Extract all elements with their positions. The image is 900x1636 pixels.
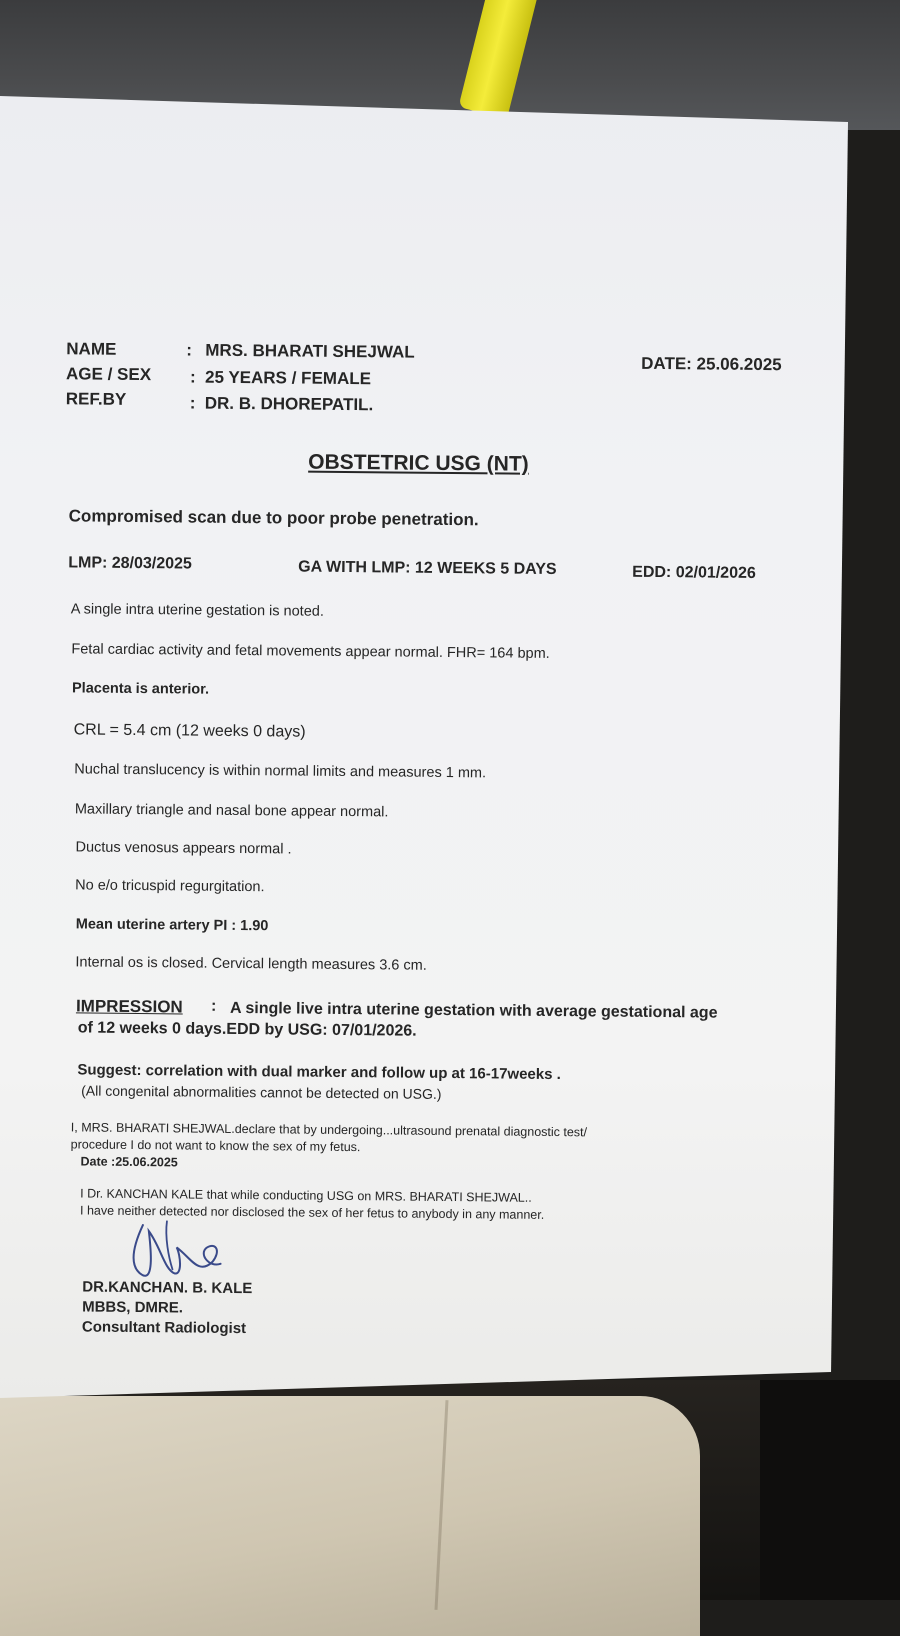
finding-tricuspid: No e/o tricuspid regurgitation. — [75, 877, 265, 896]
impression-label: IMPRESSION — [75, 996, 183, 1017]
finding-uterine-artery-pi: Mean uterine artery PI : 1.90 — [75, 916, 269, 935]
patient-declaration-line-1: I, MRS. BHARATI SHEJWAL.declare that by undergoing...ultrasound prenatal diagnostic test/ — [70, 1120, 588, 1140]
doctor-signature — [120, 1217, 231, 1288]
suggestion: Suggest: correlation with dual marker and follow up at 16-17weeks . — [77, 1061, 561, 1084]
impression-line-2: of 12 weeks 0 days.EDD by USG: 07/01/2026. — [77, 1019, 417, 1040]
patient-name: MRS. BHARATI SHEJWAL — [205, 340, 415, 362]
declaration-date: Date :25.06.2025 — [80, 1154, 178, 1170]
edd-lmp: EDD: 02/01/2026 — [632, 563, 756, 582]
finding-crl: CRL = 5.4 cm (12 weeks 0 days) — [73, 721, 306, 741]
report-title: OBSTETRIC USG (NT) — [308, 450, 529, 476]
finding-nuchal-translucency: Nuchal translucency is within normal limits and measures 1 mm. — [74, 761, 487, 782]
referring-doctor: DR. B. DHOREPATIL. — [204, 393, 374, 415]
impression-colon: : — [210, 997, 217, 1015]
finding-placenta: Placenta is anterior. — [71, 680, 210, 698]
suggestion-note: (All congenital abnormalities cannot be detected on USG.) — [81, 1082, 442, 1102]
impression-line-1: A single live intra uterine gestation with average gestational age — [229, 999, 718, 1022]
finding-nasal-bone: Maxillary triangle and nasal bone appear normal. — [74, 801, 389, 821]
ref-by-label: REF.BY — [65, 389, 127, 409]
doctor-name: DR.KANCHAN. B. KALE — [82, 1278, 253, 1298]
name-separator: : — [186, 340, 193, 360]
doctor-declaration-line-1: I Dr. KANCHAN KALE that while conducting USG on MRS. BHARATI SHEJWAL.. — [80, 1186, 532, 1205]
lmp: LMP: 28/03/2025 — [68, 554, 192, 573]
patient-declaration-line-2: procedure I do not want to know the sex of my fetus. — [70, 1137, 361, 1155]
age-sex-label: AGE / SEX — [65, 364, 152, 385]
patient-age-sex: 25 YEARS / FEMALE — [204, 367, 372, 389]
finding-ductus-venosus: Ductus venosus appears normal . — [75, 839, 292, 858]
ref-by-separator: : — [189, 393, 196, 413]
finding-cardiac-activity: Fetal cardiac activity and fetal movements appear normal. FHR= 164 bpm. — [71, 641, 550, 662]
finding-cervical-length: Internal os is closed. Cervical length measures 3.6 cm. — [75, 954, 427, 974]
doctor-title: Consultant Radiologist — [81, 1318, 247, 1338]
age-sex-separator: : — [189, 367, 196, 387]
gestational-age-lmp: GA WITH LMP: 12 WEEKS 5 DAYS — [298, 558, 557, 579]
doctor-declaration-line-2: I have neither detected nor disclosed the sex of her fetus to anybody in any manner. — [79, 1203, 545, 1222]
scan-quality-note: Compromised scan due to poor probe penetration. — [68, 506, 479, 530]
finding-gestation: A single intra uterine gestation is noted. — [70, 601, 324, 620]
report-date: DATE: 25.06.2025 — [641, 353, 782, 375]
name-label: NAME — [66, 339, 117, 359]
doctor-degrees: MBBS, DMRE. — [82, 1298, 184, 1317]
